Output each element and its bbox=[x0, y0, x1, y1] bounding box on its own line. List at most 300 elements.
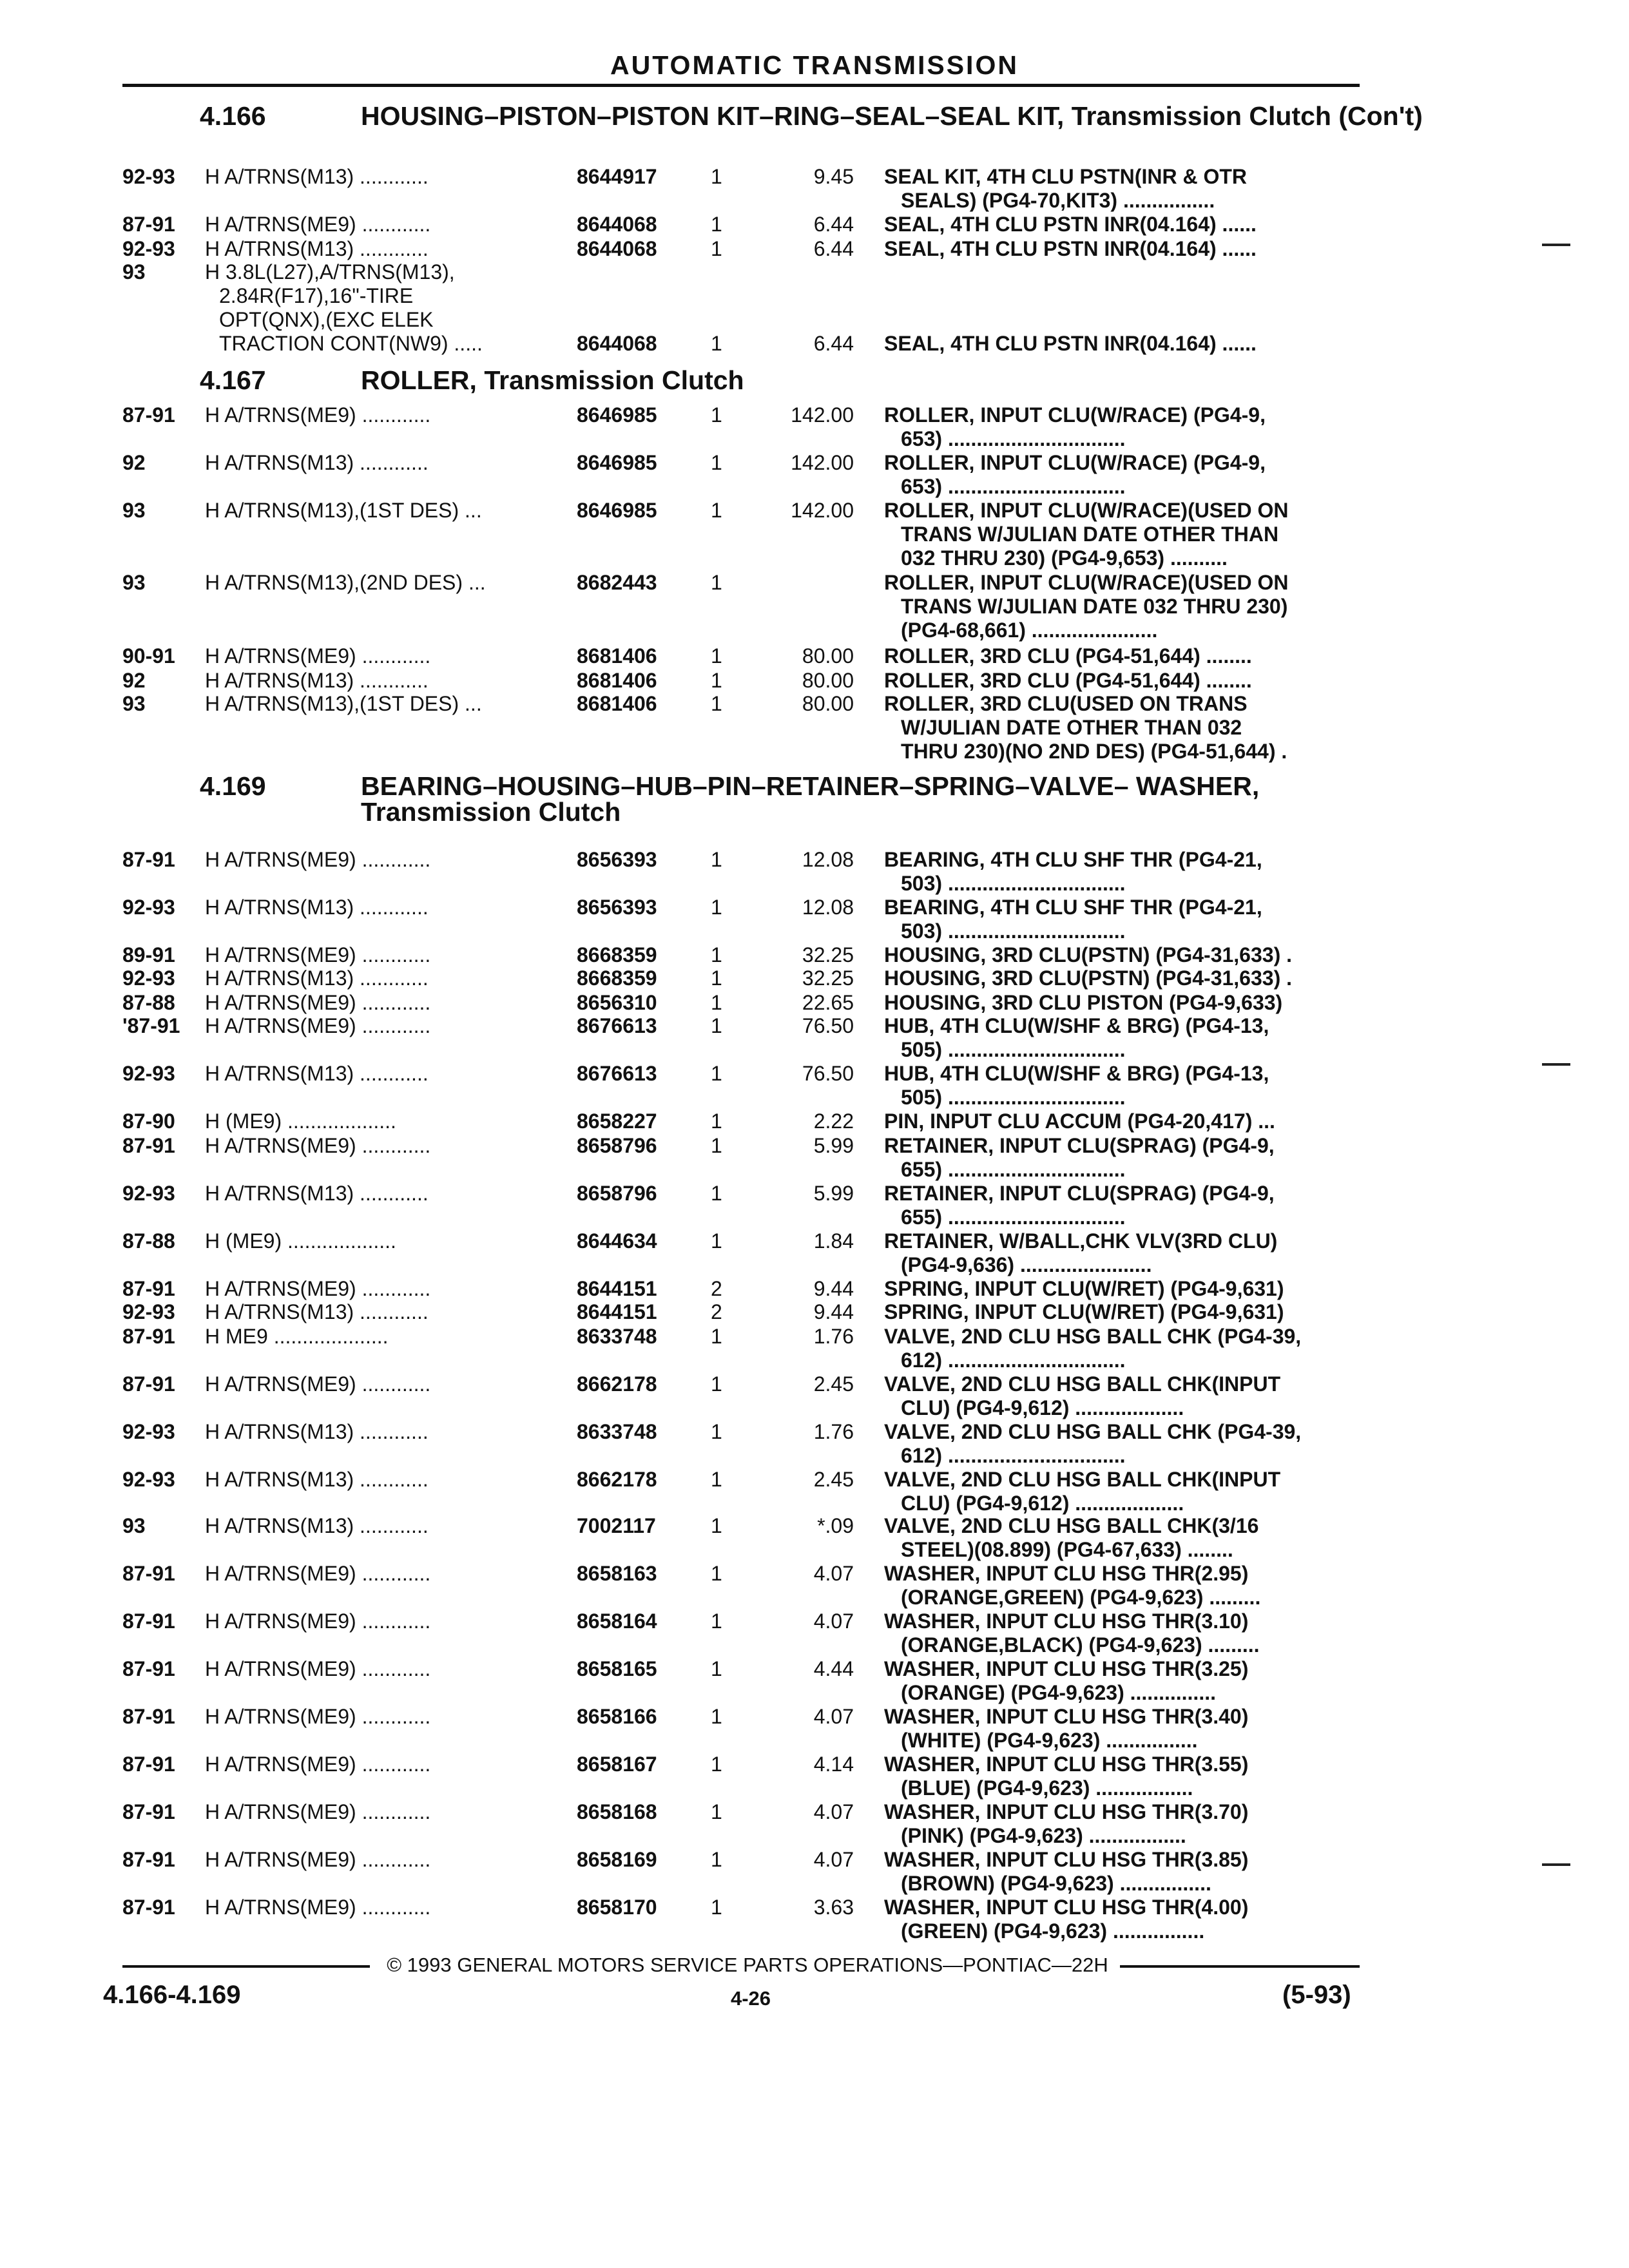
price: 9.44 bbox=[813, 1277, 854, 1300]
quantity: 1 bbox=[711, 1848, 722, 1871]
quantity: 1 bbox=[711, 571, 722, 594]
description-line: VALVE, 2ND CLU HSG BALL CHK(INPUT bbox=[884, 1468, 1281, 1491]
model-year: 87-91 bbox=[122, 1896, 175, 1919]
description-line: (PG4-9,636) ....................... bbox=[901, 1253, 1152, 1276]
quantity: 1 bbox=[711, 1110, 722, 1133]
application-line: H A/TRNS(M13),(1ST DES) ... bbox=[205, 499, 482, 522]
model-year: 93 bbox=[122, 1514, 146, 1537]
model-year: 93 bbox=[122, 692, 146, 715]
part-number: 8682443 bbox=[577, 571, 657, 594]
quantity: 1 bbox=[711, 1420, 722, 1443]
section-title: HOUSING–PISTON–PISTON KIT–RING–SEAL–SEAL KIT, Transmission Clutch (Con't) bbox=[361, 101, 1423, 131]
description-line: WASHER, INPUT CLU HSG THR(4.00) bbox=[884, 1896, 1249, 1919]
model-year: 93 bbox=[122, 499, 146, 522]
quantity: 1 bbox=[711, 1062, 722, 1085]
price: 80.00 bbox=[802, 644, 854, 668]
description-line: SEAL, 4TH CLU PSTN INR(04.164) ...... bbox=[884, 237, 1257, 260]
application bbox=[205, 1468, 429, 1492]
part-number: 8658166 bbox=[577, 1705, 657, 1728]
description-line: WASHER, INPUT CLU HSG THR(3.85) bbox=[884, 1848, 1249, 1871]
part-number: 8656393 bbox=[577, 896, 657, 919]
quantity: 1 bbox=[711, 1562, 722, 1585]
description bbox=[884, 644, 1361, 668]
footer-rule-left bbox=[122, 1965, 370, 1968]
description-line: HOUSING, 3RD CLU(PSTN) (PG4-31,633) . bbox=[884, 943, 1292, 966]
description-line: TRANS W/JULIAN DATE OTHER THAN bbox=[901, 523, 1279, 546]
description bbox=[884, 943, 1361, 967]
price: 4.07 bbox=[813, 1562, 854, 1585]
model-year: 87-91 bbox=[122, 1800, 175, 1823]
description-line: ROLLER, INPUT CLU(W/RACE) (PG4-9, bbox=[884, 451, 1266, 474]
description bbox=[884, 1134, 1361, 1182]
quantity: 1 bbox=[711, 1182, 722, 1205]
application-line: H A/TRNS(M13) ............ bbox=[205, 451, 429, 474]
margin-mark bbox=[1542, 1063, 1570, 1066]
description bbox=[884, 571, 1361, 642]
model-year: 89-91 bbox=[122, 943, 175, 966]
model-year: 87-91 bbox=[122, 1610, 175, 1633]
model-year: 87-91 bbox=[122, 1325, 175, 1348]
quantity: 1 bbox=[711, 1800, 722, 1823]
description bbox=[884, 1610, 1361, 1657]
model-year: 87-91 bbox=[122, 213, 175, 236]
description-line: WASHER, INPUT CLU HSG THR(3.25) bbox=[884, 1657, 1249, 1680]
price: 6.44 bbox=[813, 332, 854, 355]
application bbox=[205, 1182, 429, 1206]
application bbox=[205, 1514, 429, 1538]
description bbox=[884, 403, 1361, 451]
description bbox=[884, 692, 1361, 764]
section-number: 4.169 bbox=[200, 771, 266, 801]
quantity: 1 bbox=[711, 669, 722, 692]
description-line: 612) ............................... bbox=[901, 1349, 1126, 1372]
description-line: VALVE, 2ND CLU HSG BALL CHK (PG4-39, bbox=[884, 1325, 1302, 1348]
application bbox=[205, 669, 429, 693]
part-number: 8658170 bbox=[577, 1896, 657, 1919]
description bbox=[884, 1014, 1361, 1062]
application-line: H A/TRNS(ME9) ............ bbox=[205, 848, 431, 871]
description-line: HOUSING, 3RD CLU(PSTN) (PG4-31,633) . bbox=[884, 966, 1292, 990]
model-year: 92-93 bbox=[122, 896, 175, 919]
description-line: (PINK) (PG4-9,623) ................. bbox=[901, 1824, 1186, 1847]
quantity: 1 bbox=[711, 1753, 722, 1776]
application-line: H A/TRNS(ME9) ............ bbox=[205, 1562, 431, 1585]
model-year: 87-91 bbox=[122, 1657, 175, 1680]
description bbox=[884, 896, 1361, 943]
description-line: ROLLER, INPUT CLU(W/RACE)(USED ON bbox=[884, 571, 1289, 594]
quantity: 1 bbox=[711, 966, 722, 990]
description-line: BEARING, 4TH CLU SHF THR (PG4-21, bbox=[884, 848, 1262, 871]
description-line: RETAINER, W/BALL,CHK VLV(3RD CLU) bbox=[884, 1229, 1278, 1253]
price: 1.76 bbox=[813, 1325, 854, 1348]
application-line: H A/TRNS(M13) ............ bbox=[205, 237, 429, 260]
footer-page-number: 4-26 bbox=[730, 1987, 771, 2010]
quantity: 1 bbox=[711, 499, 722, 522]
part-number: 7002117 bbox=[577, 1514, 656, 1537]
description-line: VALVE, 2ND CLU HSG BALL CHK(INPUT bbox=[884, 1372, 1281, 1396]
description-line: RETAINER, INPUT CLU(SPRAG) (PG4-9, bbox=[884, 1134, 1275, 1157]
price: 4.44 bbox=[813, 1657, 854, 1680]
application-line: H 3.8L(L27),A/TRNS(M13), bbox=[205, 260, 455, 284]
price: 4.07 bbox=[813, 1800, 854, 1823]
model-year: 92-93 bbox=[122, 1420, 175, 1443]
quantity: 2 bbox=[711, 1277, 722, 1300]
application bbox=[205, 966, 429, 990]
description-line: (PG4-68,661) ...................... bbox=[901, 619, 1158, 642]
application bbox=[205, 1420, 429, 1444]
application bbox=[205, 1848, 430, 1872]
margin-mark bbox=[1542, 1863, 1570, 1866]
description bbox=[884, 1325, 1361, 1372]
description-line: STEEL)(08.899) (PG4-67,633) ........ bbox=[901, 1538, 1233, 1561]
application bbox=[205, 943, 430, 967]
quantity: 1 bbox=[711, 1134, 722, 1157]
part-number: 8644917 bbox=[577, 165, 657, 188]
model-year: 92-93 bbox=[122, 1468, 175, 1491]
application-line: H A/TRNS(M13) ............ bbox=[205, 1182, 429, 1205]
price: 12.08 bbox=[802, 848, 854, 871]
model-year: 87-91 bbox=[122, 1372, 175, 1396]
description-line: ROLLER, 3RD CLU(USED ON TRANS bbox=[884, 692, 1248, 715]
price: 32.25 bbox=[802, 966, 854, 990]
price: 2.22 bbox=[813, 1110, 854, 1133]
application bbox=[205, 499, 482, 523]
part-number: 8644634 bbox=[577, 1229, 657, 1253]
description bbox=[884, 1110, 1361, 1133]
application-line: H (ME9) ................... bbox=[205, 1110, 396, 1133]
description-line: 503) ............................... bbox=[901, 919, 1126, 943]
application-line: H A/TRNS(M13) ............ bbox=[205, 1514, 429, 1537]
application-line: H A/TRNS(ME9) ............ bbox=[205, 991, 431, 1014]
description-line: VALVE, 2ND CLU HSG BALL CHK (PG4-39, bbox=[884, 1420, 1302, 1443]
price: 6.44 bbox=[813, 237, 854, 260]
quantity: 1 bbox=[711, 332, 722, 355]
model-year: 87-91 bbox=[122, 1134, 175, 1157]
description bbox=[884, 213, 1361, 236]
part-number: 8668359 bbox=[577, 966, 657, 990]
description bbox=[884, 1705, 1361, 1753]
description-line: WASHER, INPUT CLU HSG THR(3.40) bbox=[884, 1705, 1249, 1728]
application-line: H A/TRNS(ME9) ............ bbox=[205, 943, 431, 966]
part-number: 8633748 bbox=[577, 1420, 657, 1443]
application-line: TRACTION CONT(NW9) ..... bbox=[219, 332, 483, 355]
price: 142.00 bbox=[791, 403, 854, 427]
price: 2.45 bbox=[813, 1468, 854, 1491]
section-title: ROLLER, Transmission Clutch bbox=[361, 365, 744, 395]
application-line: H A/TRNS(M13) ............ bbox=[205, 1062, 429, 1085]
description-line: 032 THRU 230) (PG4-9,653) .......... bbox=[901, 546, 1228, 570]
description-line: (WHITE) (PG4-9,623) ................ bbox=[901, 1729, 1198, 1752]
description bbox=[884, 966, 1361, 990]
quantity: 1 bbox=[711, 1657, 722, 1680]
description-line: 653) ............................... bbox=[901, 427, 1126, 450]
application bbox=[205, 1562, 430, 1586]
part-number: 8681406 bbox=[577, 669, 657, 692]
application bbox=[205, 1705, 430, 1729]
model-year: 92-93 bbox=[122, 1300, 175, 1323]
model-year: 92-93 bbox=[122, 165, 175, 188]
part-number: 8656310 bbox=[577, 991, 657, 1014]
price: 5.99 bbox=[813, 1134, 854, 1157]
application-line: H A/TRNS(M13),(1ST DES) ... bbox=[205, 692, 482, 715]
application bbox=[205, 1134, 430, 1158]
part-number: 8644151 bbox=[577, 1277, 657, 1300]
part-number: 8644068 bbox=[577, 332, 657, 355]
quantity: 1 bbox=[711, 237, 722, 260]
description-line: ROLLER, 3RD CLU (PG4-51,644) ........ bbox=[884, 644, 1252, 668]
section-number: 4.166 bbox=[200, 101, 266, 131]
part-number: 8681406 bbox=[577, 692, 657, 715]
model-year: 87-91 bbox=[122, 1753, 175, 1776]
application-line: H A/TRNS(ME9) ............ bbox=[205, 1705, 431, 1728]
model-year: 92-93 bbox=[122, 237, 175, 260]
application bbox=[205, 237, 429, 261]
quantity: 1 bbox=[711, 403, 722, 427]
part-number: 8633748 bbox=[577, 1325, 657, 1348]
application bbox=[205, 1300, 429, 1324]
model-year: 92 bbox=[122, 669, 146, 692]
model-year: 87-88 bbox=[122, 1229, 175, 1253]
application bbox=[205, 165, 429, 189]
description-line: WASHER, INPUT CLU HSG THR(3.55) bbox=[884, 1753, 1249, 1776]
description-line: SEAL, 4TH CLU PSTN INR(04.164) ...... bbox=[884, 332, 1257, 355]
description bbox=[884, 237, 1361, 261]
description-line: 503) ............................... bbox=[901, 872, 1126, 895]
part-number: 8658164 bbox=[577, 1610, 657, 1633]
description bbox=[884, 1514, 1361, 1562]
application-line: H (ME9) ................... bbox=[205, 1229, 396, 1253]
part-number: 8658168 bbox=[577, 1800, 657, 1823]
description bbox=[884, 1657, 1361, 1705]
model-year: 92 bbox=[122, 451, 146, 474]
model-year: 92-93 bbox=[122, 966, 175, 990]
description-line: (ORANGE,GREEN) (PG4-9,623) ......... bbox=[901, 1586, 1261, 1609]
application bbox=[205, 692, 482, 716]
description-line: CLU) (PG4-9,612) ................... bbox=[901, 1492, 1184, 1515]
application bbox=[205, 896, 429, 919]
model-year: 87-90 bbox=[122, 1110, 175, 1133]
description bbox=[884, 1468, 1361, 1515]
description-line: SEAL, 4TH CLU PSTN INR(04.164) ...... bbox=[884, 213, 1257, 236]
application bbox=[205, 1277, 430, 1301]
description-line: RETAINER, INPUT CLU(SPRAG) (PG4-9, bbox=[884, 1182, 1275, 1205]
price: 32.25 bbox=[802, 943, 854, 966]
quantity: 1 bbox=[711, 1610, 722, 1633]
price: 4.07 bbox=[813, 1705, 854, 1728]
description bbox=[884, 1300, 1361, 1324]
application bbox=[205, 1062, 429, 1086]
price: 22.65 bbox=[802, 991, 854, 1014]
part-number: 8646985 bbox=[577, 451, 657, 474]
price: 6.44 bbox=[813, 213, 854, 236]
quantity: 1 bbox=[711, 1705, 722, 1728]
description bbox=[884, 1753, 1361, 1800]
part-number: 8656393 bbox=[577, 848, 657, 871]
application bbox=[205, 1896, 430, 1919]
model-year: 87-91 bbox=[122, 1277, 175, 1300]
part-number: 8676613 bbox=[577, 1014, 657, 1037]
description-line: 612) ............................... bbox=[901, 1444, 1126, 1467]
description-line: 655) ............................... bbox=[901, 1158, 1126, 1181]
part-number: 8644068 bbox=[577, 237, 657, 260]
model-year: 87-91 bbox=[122, 1562, 175, 1585]
footer-date: (5-93) bbox=[1282, 1981, 1351, 2009]
application-line: H A/TRNS(M13) ............ bbox=[205, 165, 429, 188]
application-line: H A/TRNS(M13) ............ bbox=[205, 1468, 429, 1491]
description-line: SPRING, INPUT CLU(W/RET) (PG4-9,631) bbox=[884, 1300, 1284, 1323]
model-year: 92-93 bbox=[122, 1062, 175, 1085]
application-line: H A/TRNS(M13) ............ bbox=[205, 896, 429, 919]
description bbox=[884, 669, 1361, 693]
description-line: THRU 230)(NO 2ND DES) (PG4-51,644) . bbox=[901, 740, 1287, 763]
description bbox=[884, 1062, 1361, 1110]
application-line: H A/TRNS(ME9) ............ bbox=[205, 1753, 431, 1776]
description bbox=[884, 451, 1361, 499]
application-line: H A/TRNS(ME9) ............ bbox=[205, 1896, 431, 1919]
part-number: 8658163 bbox=[577, 1562, 657, 1585]
price: 76.50 bbox=[802, 1014, 854, 1037]
description-line: VALVE, 2ND CLU HSG BALL CHK(3/16 bbox=[884, 1514, 1259, 1537]
application bbox=[205, 1657, 430, 1681]
price: 4.07 bbox=[813, 1848, 854, 1871]
application-line: H A/TRNS(M13) ............ bbox=[205, 966, 429, 990]
description bbox=[884, 499, 1361, 570]
application-line: H A/TRNS(ME9) ............ bbox=[205, 1277, 431, 1300]
price: 1.84 bbox=[813, 1229, 854, 1253]
page-title: AUTOMATIC TRANSMISSION bbox=[610, 50, 1019, 80]
application-line: OPT(QNX),(EXC ELEK bbox=[219, 308, 434, 331]
application-line: H A/TRNS(ME9) ............ bbox=[205, 1800, 431, 1823]
part-number: 8658796 bbox=[577, 1134, 657, 1157]
description-line: (ORANGE) (PG4-9,623) ............... bbox=[901, 1681, 1216, 1704]
description-line: (BLUE) (PG4-9,623) ................. bbox=[901, 1776, 1193, 1800]
description-line: PIN, INPUT CLU ACCUM (PG4-20,417) ... bbox=[884, 1110, 1275, 1133]
application bbox=[205, 1325, 389, 1349]
header-rule bbox=[122, 84, 1360, 87]
model-year: 90-91 bbox=[122, 644, 175, 668]
description-line: (GREEN) (PG4-9,623) ................ bbox=[901, 1919, 1205, 1943]
part-number: 8658165 bbox=[577, 1657, 657, 1680]
description bbox=[884, 1372, 1361, 1420]
description-line: ROLLER, INPUT CLU(W/RACE)(USED ON bbox=[884, 499, 1289, 522]
description bbox=[884, 1229, 1361, 1277]
application bbox=[205, 403, 430, 427]
application-line: H A/TRNS(M13),(2ND DES) ... bbox=[205, 571, 486, 594]
application bbox=[205, 1110, 396, 1133]
footer-copyright: © 1993 GENERAL MOTORS SERVICE PARTS OPERATIONS—PONTIAC—22H bbox=[387, 1954, 1108, 1976]
price: 80.00 bbox=[802, 692, 854, 715]
quantity: 1 bbox=[711, 1896, 722, 1919]
model-year: 93 bbox=[122, 571, 146, 594]
description-line: SPRING, INPUT CLU(W/RET) (PG4-9,631) bbox=[884, 1277, 1284, 1300]
description bbox=[884, 1896, 1361, 1943]
description-line: 505) ............................... bbox=[901, 1038, 1126, 1061]
quantity: 1 bbox=[711, 692, 722, 715]
application-line: H A/TRNS(ME9) ............ bbox=[205, 644, 431, 668]
model-year: 87-91 bbox=[122, 1705, 175, 1728]
quantity: 1 bbox=[711, 896, 722, 919]
application bbox=[205, 451, 429, 475]
quantity: 1 bbox=[711, 165, 722, 188]
quantity: 1 bbox=[711, 1468, 722, 1491]
application-line: H A/TRNS(ME9) ............ bbox=[205, 403, 431, 427]
price: 76.50 bbox=[802, 1062, 854, 1085]
part-number: 8676613 bbox=[577, 1062, 657, 1085]
model-year: 87-91 bbox=[122, 1848, 175, 1871]
application-line: H ME9 .................... bbox=[205, 1325, 389, 1348]
description-line: HUB, 4TH CLU(W/SHF & BRG) (PG4-13, bbox=[884, 1062, 1269, 1085]
description-line: HOUSING, 3RD CLU PISTON (PG4-9,633) bbox=[884, 991, 1283, 1014]
application-line: H A/TRNS(ME9) ............ bbox=[205, 1014, 431, 1037]
price: 2.45 bbox=[813, 1372, 854, 1396]
part-number: 8668359 bbox=[577, 943, 657, 966]
quantity: 1 bbox=[711, 848, 722, 871]
description-line: WASHER, INPUT CLU HSG THR(3.10) bbox=[884, 1610, 1249, 1633]
model-year: 87-91 bbox=[122, 848, 175, 871]
price: 142.00 bbox=[791, 499, 854, 522]
description-line: WASHER, INPUT CLU HSG THR(3.70) bbox=[884, 1800, 1249, 1823]
application bbox=[205, 1800, 430, 1824]
quantity: 1 bbox=[711, 213, 722, 236]
quantity: 1 bbox=[711, 1014, 722, 1037]
part-number: 8658169 bbox=[577, 1848, 657, 1871]
description-line: 655) ............................... bbox=[901, 1206, 1126, 1229]
description-line: SEALS) (PG4-70,KIT3) ................ bbox=[901, 189, 1215, 212]
quantity: 2 bbox=[711, 1300, 722, 1323]
description bbox=[884, 1848, 1361, 1896]
application-line: H A/TRNS(ME9) ............ bbox=[205, 1848, 431, 1871]
section-title: BEARING–HOUSING–HUB–PIN–RETAINER–SPRING–VALVE– WASHER, Transmission Clutch bbox=[361, 771, 1260, 827]
application bbox=[205, 1372, 430, 1396]
application bbox=[205, 260, 483, 356]
application-line: H A/TRNS(M13) ............ bbox=[205, 1300, 429, 1323]
description-line: SEAL KIT, 4TH CLU PSTN(INR & OTR bbox=[884, 165, 1247, 188]
price: 3.63 bbox=[813, 1896, 854, 1919]
part-number: 8644068 bbox=[577, 213, 657, 236]
price: 1.76 bbox=[813, 1420, 854, 1443]
application-line: H A/TRNS(ME9) ............ bbox=[205, 1657, 431, 1680]
margin-mark bbox=[1542, 244, 1570, 246]
price: 4.07 bbox=[813, 1610, 854, 1633]
application bbox=[205, 1753, 430, 1776]
application-line: H A/TRNS(ME9) ............ bbox=[205, 1134, 431, 1157]
application-line: H A/TRNS(ME9) ............ bbox=[205, 1372, 431, 1396]
application bbox=[205, 1229, 396, 1253]
footer-rule-right bbox=[1120, 1965, 1360, 1968]
price: 4.14 bbox=[813, 1753, 854, 1776]
part-number: 8646985 bbox=[577, 499, 657, 522]
application-line: H A/TRNS(M13) ............ bbox=[205, 1420, 429, 1443]
quantity: 1 bbox=[711, 451, 722, 474]
quantity: 1 bbox=[711, 1372, 722, 1396]
application bbox=[205, 991, 430, 1015]
description bbox=[884, 1277, 1361, 1301]
part-number: 8658796 bbox=[577, 1182, 657, 1205]
price: *.09 bbox=[817, 1514, 854, 1537]
model-year: 92-93 bbox=[122, 1182, 175, 1205]
part-number: 8662178 bbox=[577, 1372, 657, 1396]
part-number: 8662178 bbox=[577, 1468, 657, 1491]
application bbox=[205, 1014, 430, 1038]
quantity: 1 bbox=[711, 644, 722, 668]
quantity: 1 bbox=[711, 1514, 722, 1537]
description-line: TRANS W/JULIAN DATE 032 THRU 230) bbox=[901, 595, 1288, 618]
model-year: 87-91 bbox=[122, 403, 175, 427]
description-line: WASHER, INPUT CLU HSG THR(2.95) bbox=[884, 1562, 1249, 1585]
application bbox=[205, 213, 430, 236]
description bbox=[884, 1182, 1361, 1229]
description-line: BEARING, 4TH CLU SHF THR (PG4-21, bbox=[884, 896, 1262, 919]
